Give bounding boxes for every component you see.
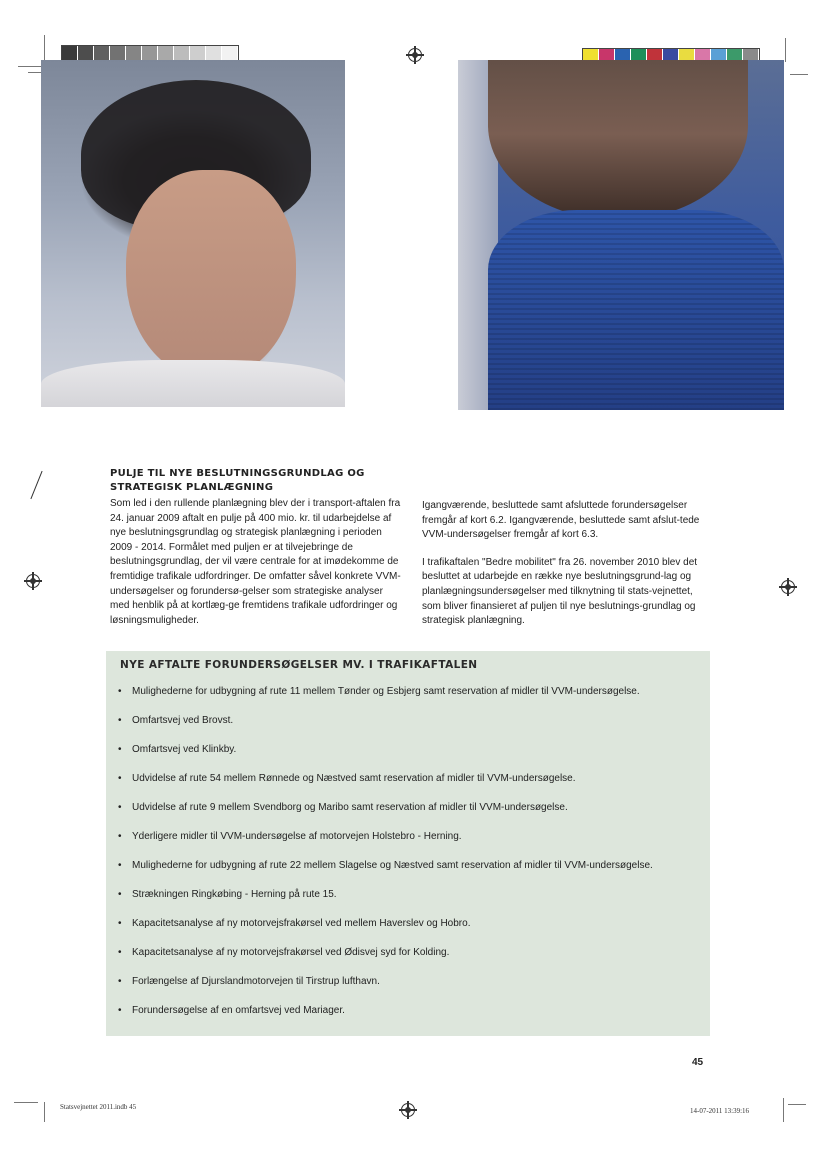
right-paragraph-2: I trafikaftalen "Bedre mobilitet" fra 26. november 2010 blev det besluttet at udarbejde en række nye beslutningsgrund-lag og planlægningsundersøgelser med tilknytning til stats-vejnettet, som bliver finansieret af puljen til nye beslutnings-grundlag og strategisk planlægning. [422,556,698,627]
list-item: • Udvidelse af rute 9 mellem Svendborg og Maribo samt reservation af midler til VVM-undersøgelse. [106,802,710,831]
registration-mark-icon [408,48,422,62]
list-item: • Mulighederne for udbygning af rute 22 mellem Slagelse og Næstved samt reservation af midler til VVM-undersøgelse. [106,860,710,889]
crop-mark [44,1102,45,1122]
list-item: • Strækningen Ringkøbing - Herning på rute 15. [106,889,710,918]
list-item: • Mulighederne for udbygning af rute 11 mellem Tønder og Esbjerg samt reservation af midler til VVM-undersøgelse. [106,686,710,715]
agreement-box [106,651,710,1036]
left-paragraph: Som led i den rullende planlægning blev der i transport-aftalen fra 24. januar 2009 aftalt en pulje på 400 mio. kr. til udarbejdelse af nye beslutningsgrundlag og strategisk planlægning i perioden 2009 - 2014. Formålet med puljen er at tilvejebringe de beslutningsgrundlag, der vil være centrale for at imødekomme de fremtidige trafikale udfordringer. De omfatter såvel konkrete VVM-undersøgelser og forundersø-gelser som strategiske analyser med henblik på at kortlæg-ge fremtidens trafikale udfordringer og løsningsmuligheder. [110,498,401,626]
crop-mark [788,1104,806,1105]
footer-file: Statsvejnettet 2011.indb 45 [60,1103,137,1111]
list-item: • Kapacitetsanalyse af ny motorvejsfrakørsel ved mellem Haverslev og Hobro. [106,918,710,947]
section-heading: PULJE TIL NYE BESLUTNINGSGRUNDLAG OG STRATEGISK PLANLÆGNING [110,468,365,493]
left-column [110,497,402,641]
list-item: • Omfartsvej ved Brovst. [106,715,710,744]
registration-mark-icon [781,580,795,594]
crop-mark [783,1098,784,1122]
right-column [422,499,714,642]
list-item: • Forlængelse af Djurslandmotorvejen til Tirstrup lufthavn. [106,976,710,1005]
registration-mark-icon [26,574,40,588]
footer-timestamp: 14-07-2011 13:39:16 [690,1107,750,1115]
photo-man [458,60,784,410]
box-title: NYE AFTALTE FORUNDERSØGELSER MV. I TRAFIKAFTALEN [120,659,478,671]
registration-mark-icon [401,1103,415,1117]
list-item: • Udvidelse af rute 54 mellem Rønnede og Næstved samt reservation af midler til VVM-undersøgelse. [106,773,710,802]
list-item: • Forundersøgelse af en omfartsvej ved Mariager. [106,1005,710,1034]
crop-mark [14,1102,38,1103]
box-list [106,686,710,1034]
page-number: 45 [692,1057,704,1068]
right-paragraph-1: Igangværende, besluttede samt afsluttede forundersøgelser fremgår af kort 6.2. Igangværende, besluttede samt afslut-tede VVM-undersøgelser fremgår af kort 6.3. [422,500,700,541]
crop-mark [790,74,808,75]
crop-mark [44,35,45,60]
list-item: • Yderligere midler til VVM-undersøgelse af motorvejen Holstebro - Herning. [106,831,710,860]
crop-mark [18,66,43,67]
list-item: • Kapacitetsanalyse af ny motorvejsfrakørsel ved Ødisvej syd for Kolding. [106,947,710,976]
pen-mark [30,471,42,499]
crop-mark [785,38,786,62]
list-item: • Omfartsvej ved Klinkby. [106,744,710,773]
photo-woman [41,60,345,407]
